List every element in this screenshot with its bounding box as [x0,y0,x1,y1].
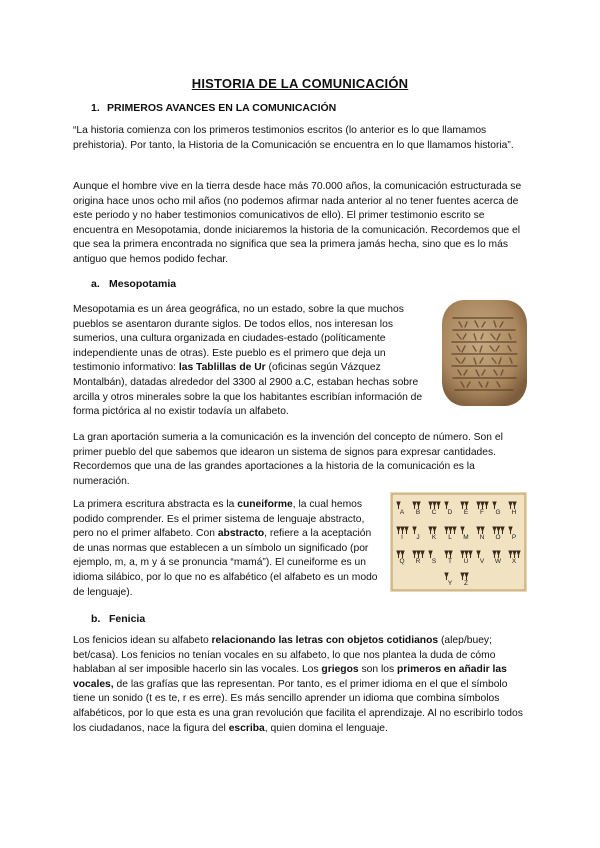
bold-term: escriba [228,722,265,734]
fenicia-paragraph: Los fenicios idean su alfabeto relacionando las letras con objetos cotidianos (alep/buey; bet/casa). Los fenicios no tenían vocales en su alfabeto, lo que nos plantea la duda de cómo hablaban al ser imposible hacerlo sin las vocales. Los griegos son los primeros en añadir las vocales, de las grafías que las representan. Por tanto, es el primer idioma en el que el símbolo tiene un sonido (t es te, r es erre). Es más sencillo aprender un idioma que combina símbolos alfabéticos, por lo que esta es una gran revolución que facilita el aprendizaje. Al no escribirlo todos los ciudadanos, nace la figura del escriba, quien domina el lenguaje. [73,635,523,734]
cuneiform-letter-n: N [479,534,485,541]
cuneiform-letter-y: Y [447,580,453,587]
cuneiform-letter-h: H [511,509,517,516]
cuneiform-letter-o: O [495,534,501,541]
cuneiform-letter-p: P [511,534,517,541]
cuneiform-letter-g: G [495,509,501,516]
subsection-letter: a. [91,278,100,290]
page-title: HISTORIA DE LA COMUNICACIÓN [191,76,409,91]
cuneiform-letter-m: M [463,534,469,541]
bold-term: cuneiforme [237,499,293,510]
cuneiform-letter-f: F [480,509,484,516]
subsection-letter: b. [91,613,101,625]
bold-term: relacionando las letras con objetos cotidianos [211,635,439,646]
bold-term: griegos [321,664,359,676]
bold-term: las Tablillas de Ur [178,362,266,374]
cuneiform-letter-c: C [431,509,437,516]
cuneiform-letter-z: Z [464,580,468,587]
cuneiform-letter-d: D [447,509,453,516]
subsection-heading-mesopotamia [91,278,176,290]
cuneiform-letter-l: L [448,534,452,541]
quote-paragraph: “La historia comienza con los primeros testimonios escritos (lo anterior es lo que llamamos prehistoria). Por tanto, la Historia de la Comunicación se encuentra en lo que llamamos historia”. [73,125,514,151]
subsection-heading-fenicia [91,613,145,625]
cuneiform-letter-t: T [448,558,452,565]
cuneiform-letter-w: W [494,558,502,565]
cuneiform-letter-e: E [463,509,469,516]
cuneiform-letter-a: A [399,509,405,516]
cuneiform-letter-r: R [415,558,421,565]
cuneiform-letter-k: K [431,534,437,541]
mesopotamia-paragraph-3: La primera escritura abstracta es la cuneiforme, la cual hemos podido comprender. Es el primer sistema de lenguaje abstracto, pero no el primer alfabeto. Con abstracto, refiere a la aceptación de unas normas que establecen a un símbolo un significado (por ejemplo, m, a, m y á se pronuncia “mamá”). El cuneiforme es un idioma silábico, por lo que no es alfabético (el alfabeto es un modo de lenguaje). [73,499,378,598]
cuneiform-letter-i: I [401,534,403,541]
cuneiform-letter-b: B [415,509,421,516]
cuneiform-letter-q: Q [399,558,405,565]
mesopotamia-paragraph-2: La gran aportación sumeria a la comunicación es la invención del concepto de número. Son el primer pueblo del que sabemos que idearon un sistema de signos para expresar cantidades. Recordemos que una de las grandes aportaciones a la historia de la comunicación es la numeración. [73,432,503,487]
intro-paragraph: Aunque el hombre vive en la tierra desde hace más 70.000 años, la comunicación estructurada se origina hace unos ocho mil años (no podemos afirmar nada anterior al no tener fuentes acerca de este periodo y no haber testimonios comunicativos de ello). El primer testimonio escrito se encuentra en Mesopotamia, donde iniciaremos la historia de la comunicación. Recordemos que el que sea la primera encontrada no significa que sea la primera jamás hecha, sino que es lo más antiguo que hemos podido fechar. [73,181,522,265]
cuneiform-letter-x: X [511,558,517,565]
subsection-title: Mesopotamia [109,278,177,290]
section-title: PRIMEROS AVANCES EN LA COMUNICACIÓN [107,102,337,114]
section-heading-1 [91,102,336,114]
bold-term: primeros en añadir las vocales, [73,664,507,690]
bold-term: abstracto [217,528,265,540]
section-number: 1. [91,102,100,114]
cuneiform-letter-j: J [416,534,420,541]
mesopotamia-paragraph-1: Mesopotamia es un área geográfica, no un estado, sobre la que muchos pueblos se asentaron durante siglos. De todos ellos, nos interesan los sumerios, una cultura organizada en ciudades-estado (políticamente independiente unas de otras). Este pueblo es el primero que deja un testimonio informativo: las Tablillas de Ur (oficinas según Vázquez Montalbán), datadas alrededor del 3300 al 2900 a.C, estaban hechas sobre arcilla y otros minerales sobre la que los habitantes escribían información de forma pictórica al no existir todavía un alfabeto. [73,304,423,418]
subsection-title: Fenicia [109,613,146,625]
cuneiform-letter-v: V [479,558,485,565]
cuneiform-letter-u: U [463,558,469,565]
clay-tablet-image [439,292,530,413]
cuneiform-letter-s: S [431,558,437,565]
cuneiform-alphabet-chart [390,492,527,592]
